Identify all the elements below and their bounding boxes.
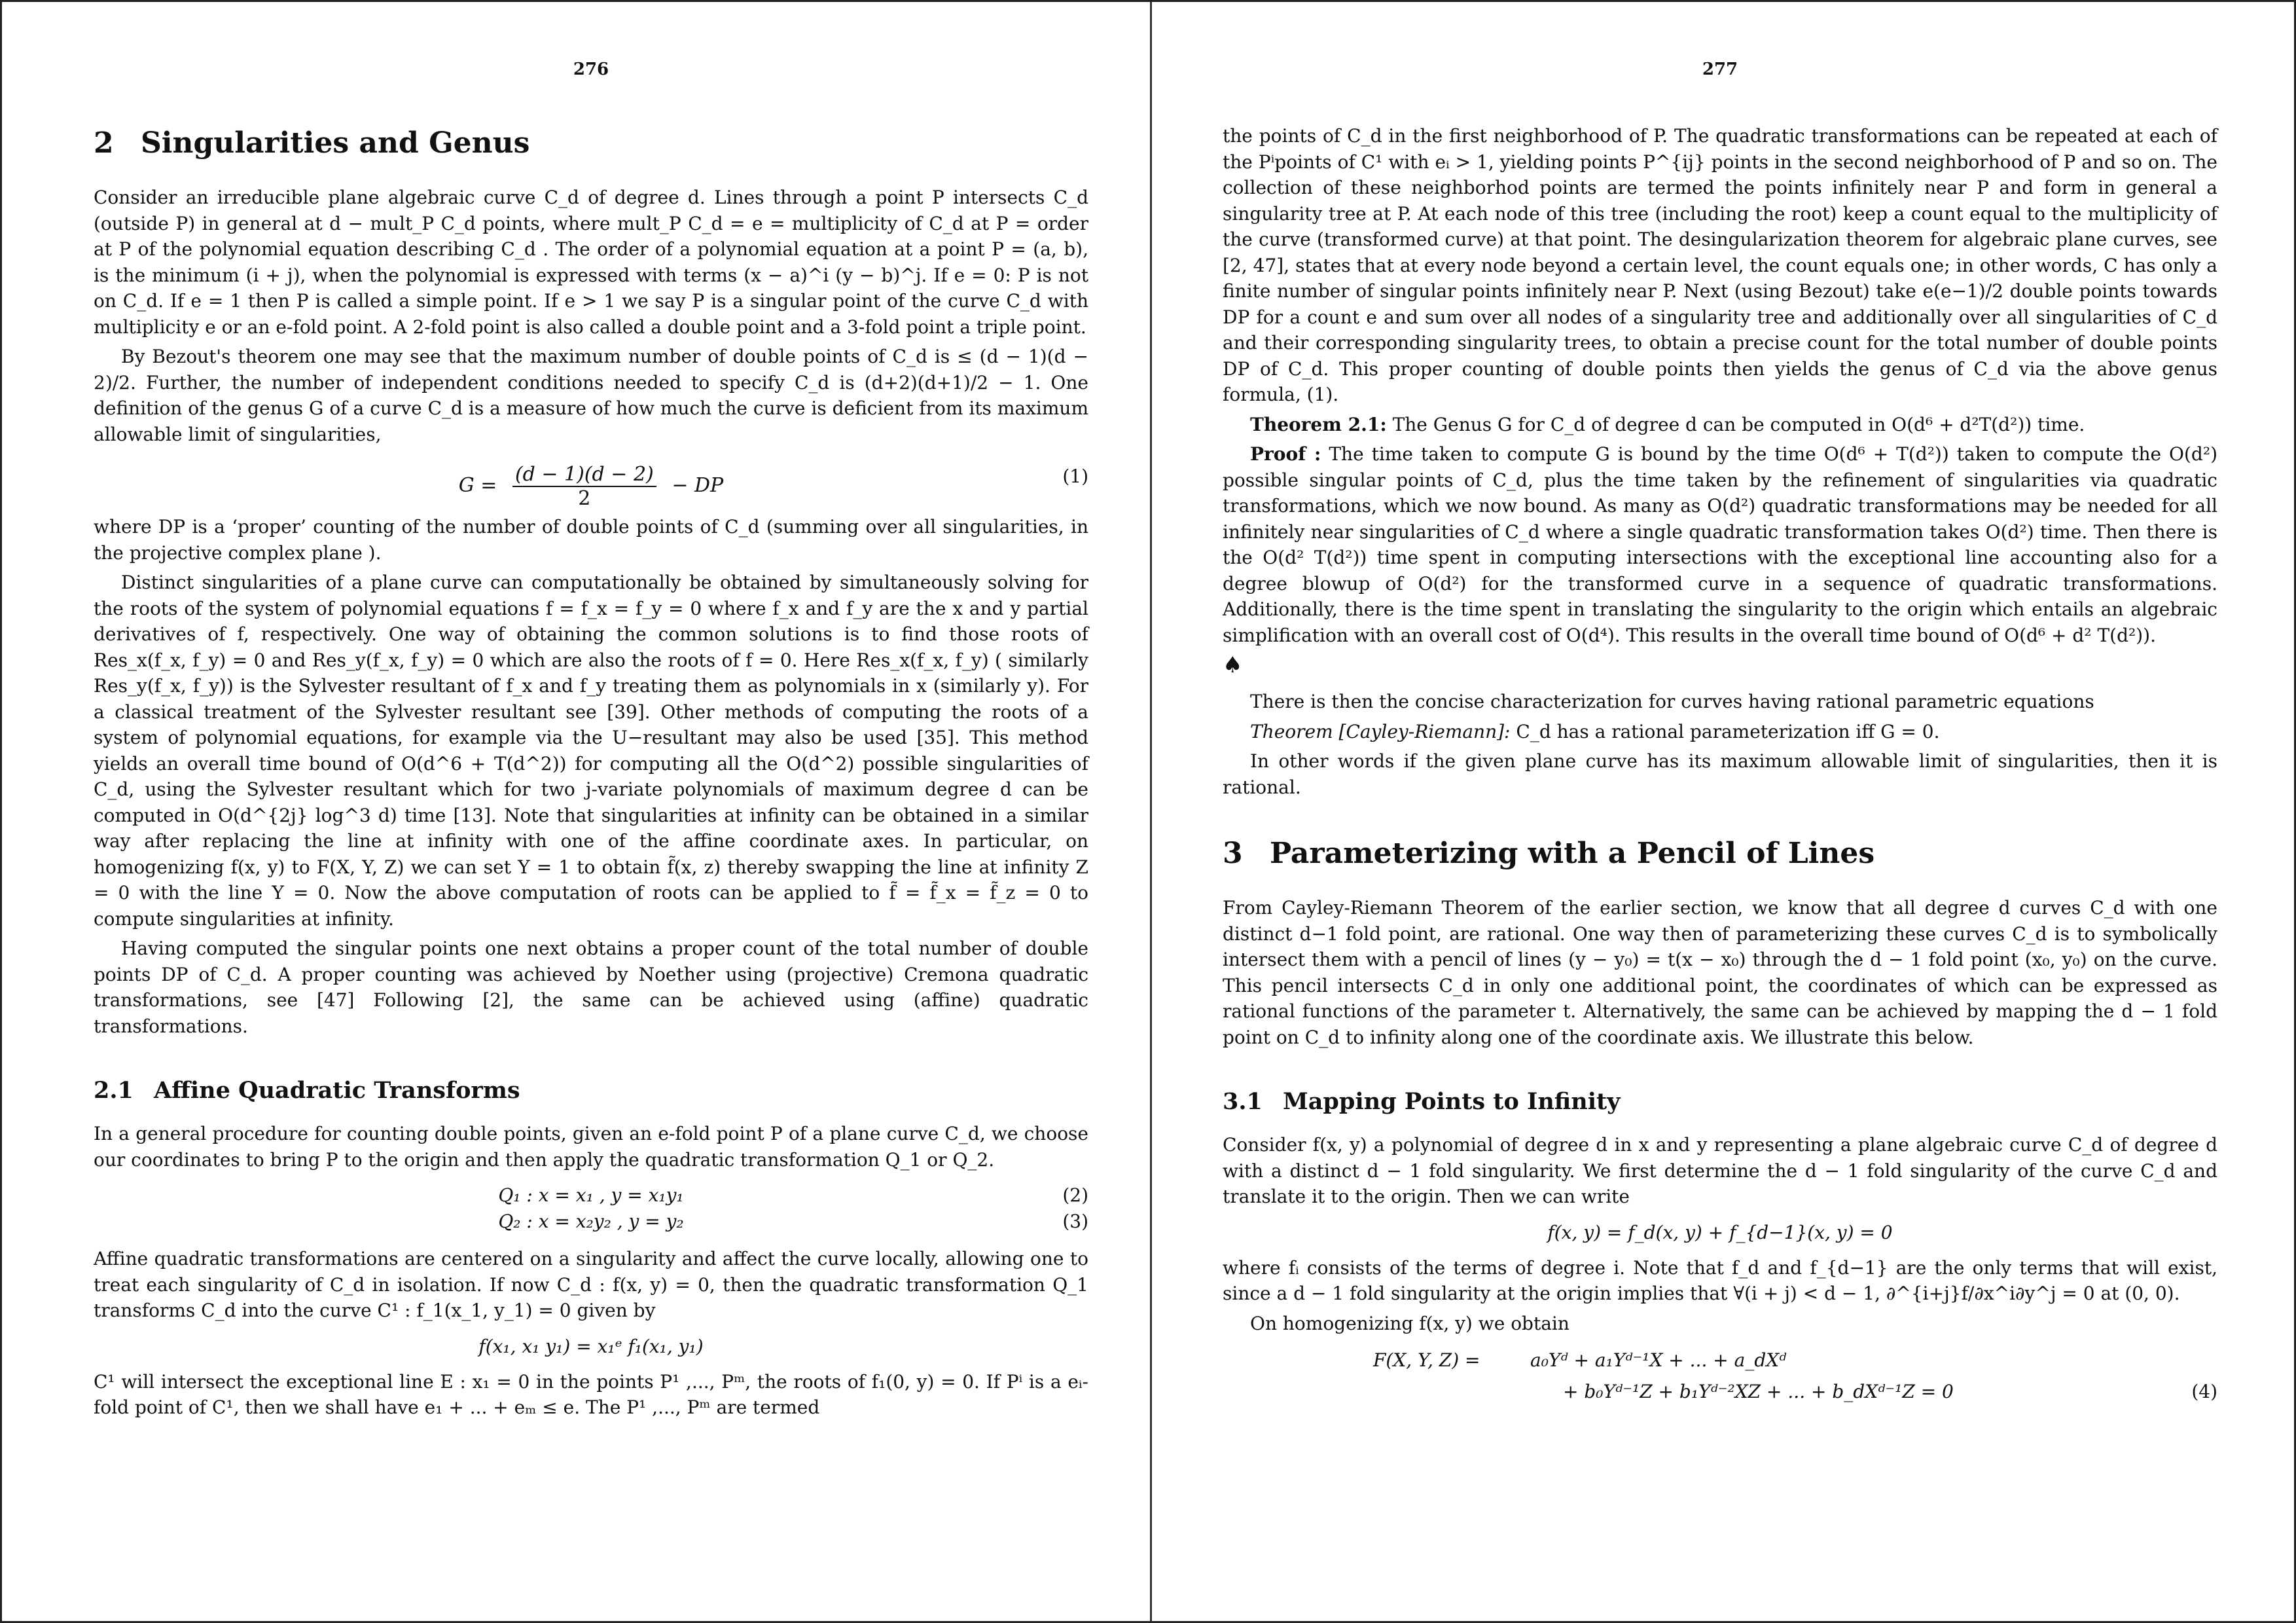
section-number: 3 bbox=[1223, 837, 1243, 870]
paragraph: Having computed the singular points one next obtains a proper count of the total number of double points DP of C_d. A proper counting was achieved by Noether using (projective) Cremona quadratic transformations, see [47] Following [2], the same can be achieved using (affine) quadratic transformations. bbox=[94, 938, 1088, 1037]
theorem-label: Theorem [Cayley-Riemann]: bbox=[1250, 720, 1511, 742]
paragraph: C¹ will intersect the exceptional line E : x₁ = 0 in the points P¹ ,..., Pᵐ, the roots of f₁(0, y) = 0. If Pⁱ is a eᵢ-fold point of C¹, then we shall have e₁ + ... + eₘ ≤ e. The P¹ ,..., Pᵐ are termed bbox=[94, 1370, 1088, 1418]
equation-4 bbox=[1223, 1349, 2217, 1421]
eq-tag: (3) bbox=[1062, 1211, 1088, 1232]
section-number: 2 bbox=[94, 126, 114, 160]
left-content bbox=[94, 120, 1088, 1425]
eq-body: Q₂ : x = x₂y₂ , y = y₂ bbox=[498, 1211, 684, 1232]
right-content bbox=[1223, 123, 2217, 1421]
paragraph: the points of C_d in the first neighborhood of P. The quadratic transformations can be repeated at each of the Pⁱpoints of C¹ with eᵢ > 1, yielding points P^{ij} points in the second neighborhood of P and so on. The collection of these neighborhod points are termed the points infinitely near P and form in general a singularity tree at P. At each node of this tree (including the root) keep a count equal to the multiplicity of the curve (transformed curve) at that point. The desingularization theorem for algebraic plane curves, see [2, 47], states that at every node beyond a certain level, the count equals one; in other words, C has only a finite number of singular points infinitely near P. Next (using Bezout) take e(e−1)/2 double points towards DP for a count e and sum over all nodes of a singularity tree and additionally over all singularities of C_d and their corresponding singularity trees, to obtain a precise count for the total number of double points DP of C_d. This proper counting of double points then yields the genus of C_d via the above genus formula, (1). bbox=[1223, 125, 2217, 405]
eq-tag: (4) bbox=[2191, 1381, 2217, 1402]
equation-fxy: f(x, y) = f_d(x, y) + f_{d−1}(x, y) = 0 bbox=[1547, 1221, 1893, 1243]
subsection-number: 3.1 bbox=[1223, 1088, 1263, 1115]
eq-tag: (2) bbox=[1062, 1184, 1088, 1206]
eq-line-2: + b₀Yᵈ⁻¹Z + b₁Yᵈ⁻²XZ + ... + b_dXᵈ⁻¹Z = 0 bbox=[1563, 1381, 1954, 1402]
eq-rhs: − DP bbox=[672, 474, 724, 497]
equation-3 bbox=[94, 1211, 1088, 1237]
paragraph: By Bezout's theorem one may see that the maximum number of double points of C_d is ≤ (d − 1)(d − 2)/2. Further, the number of independent conditions needed to specify C_d is (d+2)(d+1)/2 − 1. One definition of the genus G of a curve C_d is a measure of how much the curve is deficient from its maximum allowable limit of singularities, bbox=[94, 346, 1088, 445]
equation-1 bbox=[94, 451, 1088, 511]
section-heading bbox=[94, 126, 1088, 160]
theorem-label: Theorem 2.1: bbox=[1250, 413, 1387, 435]
subsection-heading bbox=[1223, 1088, 2217, 1115]
cayley-riemann-theorem bbox=[1223, 719, 2217, 745]
theorem bbox=[1223, 412, 2217, 438]
paragraph: In other words if the given plane curve has its maximum allowable limit of singularities, then it is rational. bbox=[1223, 750, 2217, 798]
proof bbox=[1223, 441, 2217, 648]
theorem-text: C_d has a rational parameterization iff G = 0. bbox=[1516, 720, 1940, 742]
eq-tag: (1) bbox=[1062, 465, 1088, 487]
eq-denominator: 2 bbox=[578, 487, 591, 510]
equation-unnumbered: f(x₁, x₁ y₁) = x₁ᵉ f₁(x₁, y₁) bbox=[478, 1335, 704, 1357]
eq-lhs: G = bbox=[458, 474, 497, 497]
paragraph: There is then the concise characterization for curves having rational parametric equations bbox=[1250, 691, 2094, 712]
proof-text: The time taken to compute G is bound by the time O(d⁶ + T(d²)) taken to compute the O(d²) possible singular points of C_d, plus the time taken by the refinement of singularities via quadratic transformations, which we now bound. As many as O(d²) quadratic transformations may be needed for all infinitely near singularities of C_d where a single quadratic transformation takes O(d²) time. Then there is the O(d² T(d²)) time spent in computing intersections with the exceptional line accounting also for a degree blowup of O(d²) for the transformed curve in a sequence of quadratic transformations. Additionally, there is the time spent in translating the singularity to the origin which entails an algebraic simplification with an overall cost of O(d⁴). This results in the overall time bound of O(d⁶ + d² T(d²)). bbox=[1223, 443, 2217, 646]
left-page bbox=[94, 2, 1088, 1621]
eq-numerator: (d − 1)(d − 2) bbox=[512, 463, 656, 487]
paragraph: Consider f(x, y) a polynomial of degree d in x and y representing a plane algebraic curve C_d of degree d with a distinct d − 1 fold singularity. We first determine the d − 1 fold singularity of the curve C_d and translate it to the origin. Then we can write bbox=[1223, 1134, 2217, 1207]
paragraph: In a general procedure for counting double points, given an e-fold point P of a plane curve C_d, we choose our coordinates to bring P to the origin and then apply the quadratic transformation Q_1 or Q_2. bbox=[94, 1123, 1088, 1171]
page-number: 277 bbox=[1702, 60, 1738, 79]
eq-body: Q₁ : x = x₁ , y = x₁y₁ bbox=[498, 1184, 684, 1206]
theorem-text: The Genus G for C_d of degree d can be computed in O(d⁶ + d²T(d²)) time. bbox=[1392, 413, 2085, 435]
eq-lhs: F(X, Y, Z) = bbox=[1373, 1349, 1480, 1371]
paragraph: Affine quadratic transformations are centered on a singularity and affect the curve locally, allowing one to treat each singularity of C_d in isolation. If now C_d : f(x, y) = 0, then the quadratic transformation Q_1 transforms C_d into the curve C¹ : f_1(x_1, y_1) = 0 given by bbox=[94, 1248, 1088, 1321]
section-heading bbox=[1223, 837, 2217, 870]
paragraph: Consider an irreducible plane algebraic curve C_d of degree d. Lines through a point P intersects C_d (outside P) in general at d − mult_P C_d points, where mult_P C_d = e = multiplicity of C_d at P = order at P of the polynomial equation describing C_d . The order of a polynomial equation at a point P = (a, b), is the minimum (i + j), when the polynomial is expressed with terms (x − a)^i (y − b)^j. If e = 0: P is not on C_d. If e = 1 then P is called a simple point. If e > 1 we say P is a singular point of the curve C_d with multiplicity e or an e-fold point. A 2-fold point is also called a double point and a 3-fold point a triple point. bbox=[94, 187, 1088, 338]
page-divider bbox=[1150, 2, 1152, 1621]
section-title: Parameterizing with a Pencil of Lines bbox=[1270, 837, 1875, 870]
subsection-title: Mapping Points to Infinity bbox=[1283, 1088, 1621, 1115]
section-title: Singularities and Genus bbox=[141, 126, 530, 160]
paragraph: Distinct singularities of a plane curve can computationally be obtained by simultaneously solving for the roots of the system of polynomial equations f = f_x = f_y = 0 where f_x and f_y are the x and y partial derivatives of f, respectively. One way of obtaining the common solutions is to find those roots of Res_x(f_x, f_y) = 0 and Res_y(f_x, f_y) = 0 which are also the roots of f = 0. Here Res_x(f_x, f_y) ( similarly Res_y(f_x, f_y)) is the Sylvester resultant of f_x and f_y treating them as polynomials in x (similarly y). For a classical treatment of the Sylvester resultant see [39]. Other methods of computing the roots of a system of polynomial equations, for example via the U−resultant may also be used [35]. This method yields an overall time bound of O(d^6 + T(d^2)) for computing all the O(d^2) possible singularities of C_d, using the Sylvester resultant which for two j-variate polynomials of maximum degree d can be computed in O(d^{2j} log^3 d) time [13]. Note that singularities at infinity can be obtained in a similar way after replacing the line at infinity with one of the affine coordinate axes. In particular, on homogenizing f(x, y) to F(X, Y, Z) we can set Y = 1 to obtain f̃(x, z) thereby swapping the line at infinity Z = 0 with the line Y = 0. Now the above computation of roots can be applied to f̃ = f̃_x = f̃_z = 0 to compute singularities at infinity. bbox=[94, 572, 1088, 930]
paragraph: From Cayley-Riemann Theorem of the earlier section, we know that all degree d curves C_d with one distinct d−1 fold point, are rational. One way then of parameterizing these curves C_d is to symbolically intersect them with a pencil of lines (y − y₀) = t(x − x₀) through the d − 1 fold point (x₀, y₀) on the curve. This pencil intersects C_d in only one additional point, the coordinates of which can be expressed as rational functions of the parameter t. Alternatively, the same can be achieved by mapping the d − 1 fold point on C_d to infinity along one of the coordinate axis. We illustrate this below. bbox=[1223, 897, 2217, 1048]
subsection-heading bbox=[94, 1077, 1088, 1104]
eq-line-1: a₀Yᵈ + a₁Yᵈ⁻¹X + ... + a_dXᵈ bbox=[1530, 1349, 1787, 1371]
paragraph: On homogenizing f(x, y) we obtain bbox=[1250, 1312, 1570, 1334]
proof-label: Proof : bbox=[1250, 443, 1321, 465]
eq-fraction bbox=[512, 463, 656, 510]
subsection-number: 2.1 bbox=[94, 1077, 134, 1104]
qed-icon: ♠ bbox=[1223, 652, 1243, 678]
page-number: 276 bbox=[573, 60, 609, 79]
subsection-title: Affine Quadratic Transforms bbox=[154, 1077, 520, 1104]
paragraph: where DP is a ‘proper’ counting of the number of double points of C_d (summing over all singularities, in the projective complex plane ). bbox=[94, 516, 1088, 564]
equation-2 bbox=[94, 1184, 1088, 1211]
right-page bbox=[1223, 2, 2217, 1621]
paragraph: where fᵢ consists of the terms of degree i. Note that f_d and f_{d−1} are the only terms that will exist, since a d − 1 fold singularity at the origin implies that ∀(i + j) < d − 1, ∂^{i+j}f/∂x^i∂y^j = 0 at (0, 0). bbox=[1223, 1256, 2217, 1304]
